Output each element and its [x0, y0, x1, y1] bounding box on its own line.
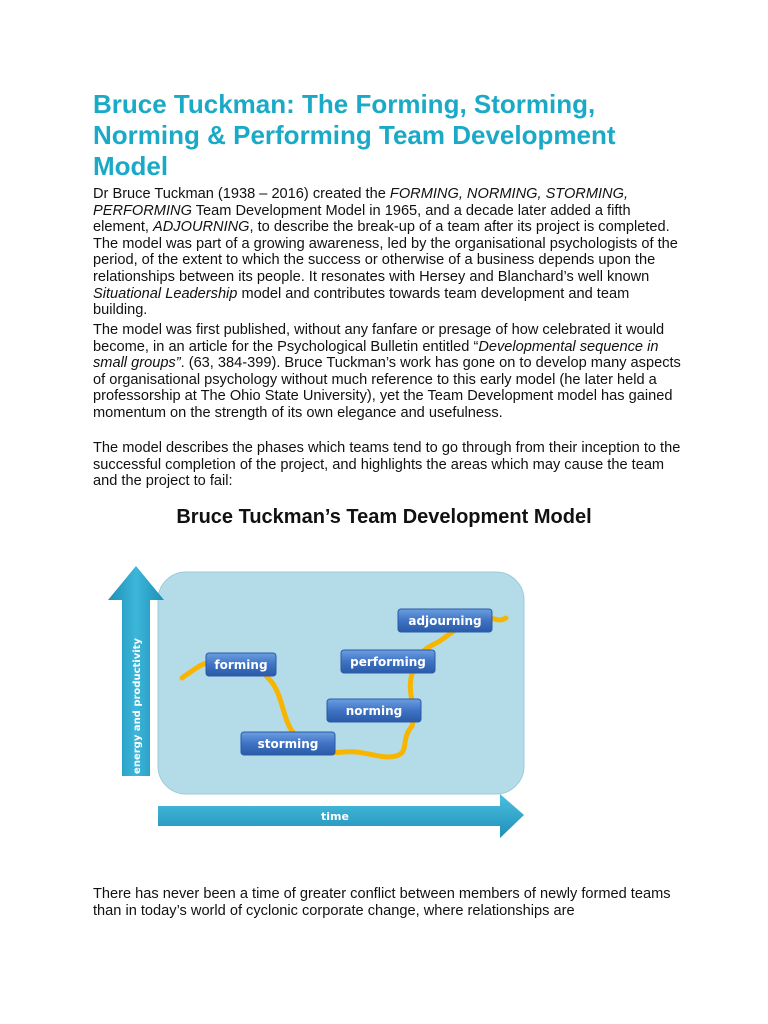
y-axis-arrow	[108, 566, 164, 776]
paragraph-text: Team Development Model in 1965, and a decade later added a fifth element,	[93, 202, 631, 236]
stage-norming	[327, 699, 421, 722]
closing-paragraph: There has never been a time of greater conflict between members of newly formed teams than in today’s world of cyclonic corporate change, where relationships are	[93, 886, 671, 919]
paragraph-text: , to describe the break-up of a team after its project is completed. The model was part of a growing awareness, led by the organisational psychologists of the period, of the extent to which the success or otherwise of a business depends upon the relationships between its people. It resonates with Hersey and Blanchard’s well known	[93, 219, 678, 285]
intro-paragraph-2	[93, 322, 683, 422]
emphasis-model-stages: FORMING, NORMING, STORMING, PERFORMING	[93, 186, 628, 219]
x-axis-arrow	[158, 794, 524, 838]
stage-forming	[206, 653, 276, 676]
intro-paragraph-3: The model describes the phases which teams tend to go through from their inception to the successful completion of the project, and highlights the areas which may cause the team and the project to fail:	[93, 440, 681, 490]
stage-norming-label: norming	[345, 704, 403, 718]
team-development-diagram	[100, 556, 540, 846]
emphasis-article-title: Developmental sequence in small groups”	[93, 338, 659, 372]
stage-storming	[241, 732, 335, 755]
paragraph-text: . (63, 384-399). Bruce Tuckman’s work has gone on to develop many aspects of organisational psychology without much reference to this early model (he later held a professorship at The Ohio State University), yet the Team Development model has gained momentum on the strength of its own elegance and usefulness.	[93, 355, 681, 421]
y-axis-label: energy and productivity	[132, 638, 143, 774]
emphasis-adjourning: ADJOURNING	[153, 219, 250, 236]
figure-title: Bruce Tuckman’s Team Development Model	[176, 506, 592, 528]
stage-performing	[341, 650, 435, 673]
paragraph-text: model and contributes towards team development and team building.	[93, 285, 630, 319]
page-title: Bruce Tuckman: The Forming, Storming, Norming & Performing Team Development Model	[93, 89, 616, 181]
emphasis-situational-leadership: Situational Leadership	[93, 285, 238, 302]
paragraph-text: Dr Bruce Tuckman (1938 – 2016) created the	[93, 186, 390, 202]
stage-adjourning-label: adjourning	[408, 614, 482, 628]
x-axis-label: time	[321, 810, 349, 823]
diagram-background	[158, 572, 524, 794]
stage-storming-label: storming	[257, 737, 319, 751]
paragraph-text: The model was first published, without any fanfare or presage of how celebrated it would become, in an article for the Psychological Bulletin entitled “	[93, 322, 665, 355]
stage-forming-label: forming	[214, 658, 268, 672]
diagram-svg	[100, 556, 540, 846]
stage-adjourning	[398, 609, 492, 632]
intro-paragraph-1	[93, 186, 683, 319]
stage-performing-label: performing	[350, 655, 426, 669]
